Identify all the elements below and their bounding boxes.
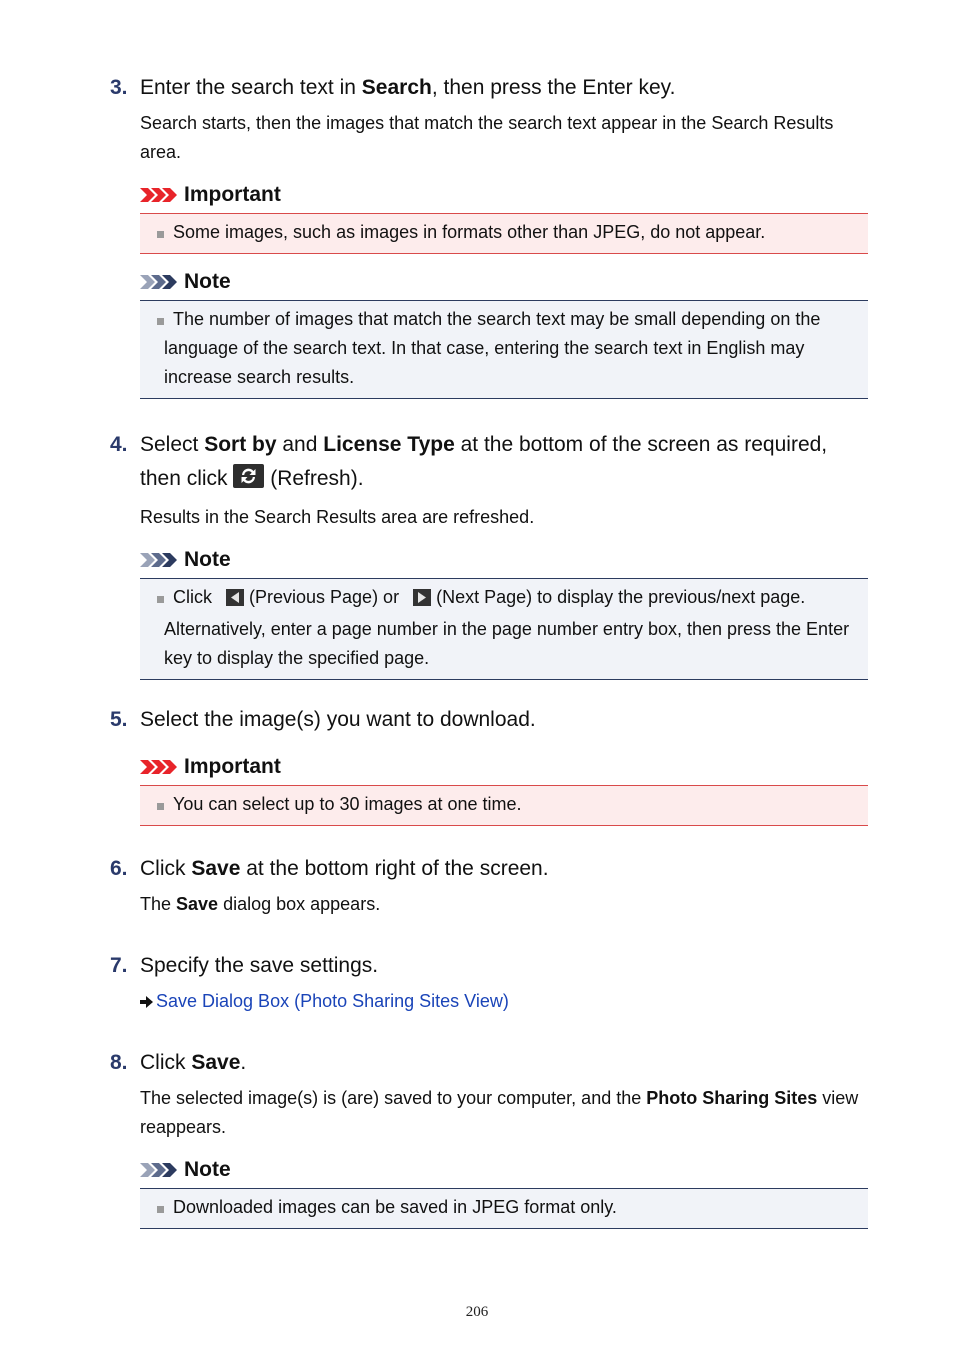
step-8-heading: 8. Click Save. xyxy=(110,1046,870,1080)
note-chevrons-icon xyxy=(140,274,178,290)
step-4-heading: 4. Select Sort by and License Type at the bottom of the screen as required, then click (Refresh). xyxy=(110,428,870,499)
page-number: 206 xyxy=(465,1304,489,1320)
note-chevrons-icon xyxy=(140,552,178,568)
refresh-icon xyxy=(233,464,264,499)
save-dialog-box-link[interactable]: Save Dialog Box (Photo Sharing Sites View) xyxy=(140,987,870,1016)
bullet xyxy=(157,318,164,325)
important-chevrons-icon xyxy=(140,187,178,203)
step-7-heading: 7. Specify the save settings. xyxy=(110,949,870,983)
bullet xyxy=(157,596,164,603)
note-text: Click (Previous Page) or (Next Page) to display the previous/next page. Alternatively, enter a page number in the page number entry box, then press the Enter key to display the specified page. xyxy=(164,587,850,668)
step-number: 6. xyxy=(110,857,128,880)
step-6 xyxy=(110,852,870,919)
step-3-heading: 3. Enter the search text in Search, then press the Enter key. xyxy=(110,71,870,105)
note-box-3 xyxy=(140,1156,868,1229)
step-3-description: Search starts, then the images that match the search text appear in the Search Results area. xyxy=(140,113,834,162)
step-5 xyxy=(110,703,870,826)
important-box-2 xyxy=(140,753,868,826)
previous-page-icon xyxy=(217,586,244,615)
note-text: Downloaded images can be saved in JPEG format only. xyxy=(173,1197,617,1217)
step-number: 5. xyxy=(110,708,128,731)
important-label: Important xyxy=(184,755,281,778)
important-label: Important xyxy=(184,183,281,206)
step-8 xyxy=(110,1046,870,1229)
note-text: The number of images that match the search text may be small depending on the language of the search text. In that case, entering the search text in English may increase search results. xyxy=(164,309,821,387)
step-4-description: Results in the Search Results area are refreshed. xyxy=(140,507,535,527)
link-arrow-icon xyxy=(140,996,153,1008)
important-text: You can select up to 30 images at one time. xyxy=(173,794,522,814)
note-box-2 xyxy=(140,546,868,680)
note-label: Note xyxy=(184,1158,231,1181)
important-text: Some images, such as images in formats other than JPEG, do not appear. xyxy=(173,222,766,242)
step-7 xyxy=(110,949,870,1016)
step-number: 8. xyxy=(110,1051,128,1074)
step-5-heading: 5. Select the image(s) you want to download. xyxy=(110,703,870,737)
step-4 xyxy=(110,428,870,680)
note-label: Note xyxy=(184,270,231,293)
note-chevrons-icon xyxy=(140,1162,178,1178)
step-6-description: The Save dialog box appears. xyxy=(140,894,381,914)
step-number: 4. xyxy=(110,433,128,456)
step-6-heading: 6. Click Save at the bottom right of the screen. xyxy=(110,852,870,886)
note-label: Note xyxy=(184,548,231,571)
bullet xyxy=(157,231,164,238)
important-chevrons-icon xyxy=(140,759,178,775)
next-page-icon xyxy=(404,586,431,615)
note-box-1 xyxy=(140,268,868,399)
step-number: 7. xyxy=(110,954,128,977)
step-3 xyxy=(110,71,870,399)
bullet xyxy=(157,1206,164,1213)
step-8-description: The selected image(s) is (are) saved to your computer, and the Photo Sharing Sites view reappears. xyxy=(140,1088,859,1137)
bullet xyxy=(157,803,164,810)
step-number: 3. xyxy=(110,76,128,99)
important-box-1 xyxy=(140,181,868,254)
